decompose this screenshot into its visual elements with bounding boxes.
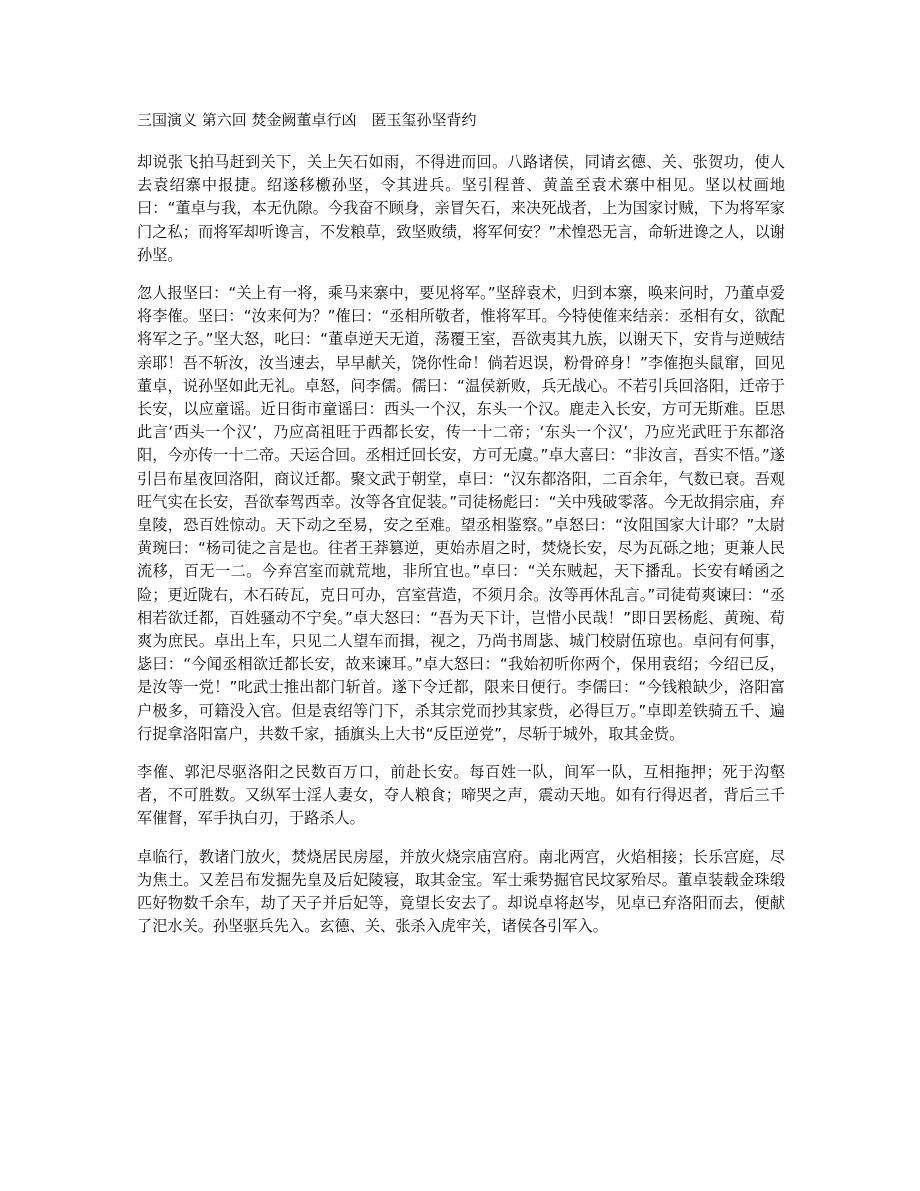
document-page <box>137 108 785 954</box>
paragraph: 忽人报坚曰：“关上有一将，乘马来寨中，要见将军。”坚辞袁术，归到本寨，唤来问时，乃董卓爱将李傕。坚曰：“汝来何为？”傕曰：“丞相所敬者，惟将军耳。今特使傕来结亲：丞相有女，欲配将军之子。”坚大怒，叱曰：“董卓逆天无道，荡覆王室，吾欲夷其九族，以谢天下，安肯与逆贼结亲耶！吾不斩汝，汝当速去，早早献关，饶你性命！倘若迟误，粉骨碎身！”李傕抱头鼠窜，回见董卓，说孙坚如此无礼。卓怒，问李儒。儒曰：“温侯新败，兵无战心。不若引兵回洛阳，迁帝于长安，以应童谣。近日街市童谣曰：西头一个汉，东头一个汉。鹿走入长安，方可无斯难。臣思此言‘西头一个汉’，乃应高祖旺于西都长安，传一十二帝；‘东头一个汉’，乃应光武旺于东都洛阳，今亦传一十二帝。天运合回。丞相迁回长安，方可无虞。”卓大喜曰：“非汝言，吾实不悟。”遂引吕布星夜回洛阳，商议迁都。聚文武于朝堂，卓曰：“汉东都洛阳，二百余年，气数已衰。吾观旺气实在长安，吾欲奉驾西幸。汝等各宜促装。”司徒杨彪曰：“关中残破零落。今无故捐宗庙，弃皇陵，恐百姓惊动。天下动之至易，安之至难。望丞相鉴察。”卓怒曰：“汝阻国家大计耶？”太尉黄琬曰：“杨司徒之言是也。往者王莽篡逆，更始赤眉之时，焚烧长安，尽为瓦砾之地；更兼人民流移，百无一二。今弃宫室而就荒地，非所宜也。”卓曰：“关东贼起，天下播乱。长安有崤函之险；更近陇右，木石砖瓦，克日可办，宫室营造，不须月余。汝等再休乱言。”司徒荀爽谏曰：“丞相若欲迁都，百姓骚动不宁矣。”卓大怒曰：“吾为天下计，岂惜小民哉！”即日罢杨彪、黄琬、荀爽为庶民。卓出上车，只见二人望车而揖，视之，乃尚书周毖、城门校尉伍琼也。卓问有何事，毖曰：“今闻丞相欲迁都长安，故来谏耳。”卓大怒曰：“我始初听你两个，保用袁绍；今绍已反，是汝等一党！”叱武士推出都门斩首。遂下令迁都，限来日便行。李儒曰：“今钱粮缺少，洛阳富户极多，可籍没入官。但是袁绍等门下，杀其宗党而抄其家赀，必得巨万。”卓即差铁骑五千、遍行捉拿洛阳富户，共数千家，插旗头上大书“反臣逆党”，尽斩于城外，取其金赀。 <box>137 284 785 743</box>
paragraph: 卓临行，教诸门放火，焚烧居民房屋，并放火烧宗庙宫府。南北两宫，火焰相接；长乐宫庭，尽为焦土。又差吕布发掘先皇及后妃陵寝，取其金宝。军士乘势掘官民坟冢殆尽。董卓装载金珠缎匹好物数千余车，劫了天子并后妃等，竟望长安去了。却说卓将赵岑，见卓已弃洛阳而去，便献了汜水关。孙坚驱兵先入。玄德、关、张杀入虎牢关，诸侯各引军入。 <box>137 847 785 936</box>
paragraph: 李傕、郭汜尽驱洛阳之民数百万口，前赴长安。每百姓一队，间军一队，互相拖押；死于沟壑者，不可胜数。又纵军士淫人妻女，夺人粮食；啼哭之声，震动天地。如有行得迟者，背后三千军催督，军手执白刃，于路杀人。 <box>137 763 785 828</box>
paragraph: 却说张飞拍马赶到关下，关上矢石如雨，不得进而回。八路诸侯，同请玄德、关、张贺功，使人去袁绍寨中报捷。绍遂移檄孙坚，令其进兵。坚引程普、黄盖至袁术寨中相见。坚以杖画地曰：“董卓与我，本无仇隙。今我奋不顾身，亲冒矢石，来决死战者，上为国家讨贼，下为将军家门之私；而将军却听谗言，不发粮草，致坚败绩，将军何安？”术惶恐无言，命斩进谗之人，以谢孙坚。 <box>137 153 785 264</box>
document-title: 三国演义 第六回 焚金阙董卓行凶 匿玉玺孙坚背约 <box>137 111 477 129</box>
